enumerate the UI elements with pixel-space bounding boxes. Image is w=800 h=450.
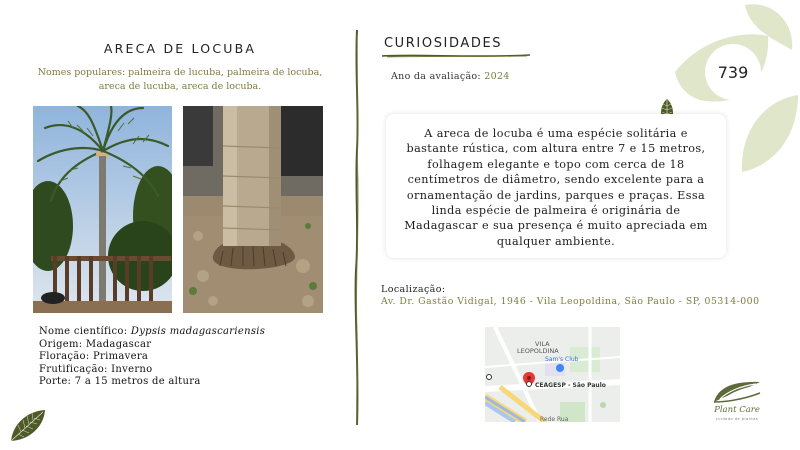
size-line: Porte: 7 a 15 metros de altura xyxy=(39,376,201,388)
location-label: Localização: xyxy=(381,284,446,295)
bottom-left-leaf-icon xyxy=(8,408,48,444)
curiosities-text: A areca de locuba é uma espécie solitária e bastante rústica, com altura entre 7 e 15 metros, folhagem elegante e topo com cerca de 18 centímetros de diâmetro, sendo excelente para a ornamentação de jardins, parques e praças. Essa linda espécie de palmeira é originária de Madagascar e sua presença é muito apreciada em qualquer ambiente. xyxy=(404,127,708,248)
curiosities-box xyxy=(386,114,726,258)
species-title: ARECA DE LOCUBA xyxy=(103,41,257,56)
curiosities-underline xyxy=(382,52,532,60)
logo-name: Plant Care xyxy=(714,405,760,415)
plant-care-logo-icon xyxy=(712,380,762,404)
map-district-line1: VILA xyxy=(535,340,550,348)
flowering-line: Floração: Primavera xyxy=(39,351,149,363)
scientific-name-value: Dypsis madagascariensis xyxy=(130,326,266,337)
palm-trunk-photo xyxy=(183,106,323,313)
map-district-line2: LEOPOLDINA xyxy=(517,347,559,355)
scientific-name-label: Nome científico: xyxy=(39,326,131,337)
map-poi-ceagesp: CEAGESP - São Paulo xyxy=(535,382,606,389)
map-poi-sams-club: Sam's Club xyxy=(545,356,579,363)
map-poi-rede-rua: Rede Rua xyxy=(540,416,569,422)
scientific-name-line xyxy=(39,326,265,339)
logo-subtitle: cuidado de plantas xyxy=(715,417,759,421)
vertical-divider xyxy=(350,30,364,425)
fruiting-line: Frutificação: Inverno xyxy=(39,363,153,375)
year-value: 2024 xyxy=(484,71,510,82)
location-address: Av. Dr. Gastão Vidigal, 1946 - Vila Leopoldina, São Paulo - SP, 05314-000 xyxy=(381,296,760,307)
origin-line: Origem: Madagascar xyxy=(39,338,152,350)
curiosities-title: CURIOSIDADES xyxy=(384,36,503,51)
evaluation-year xyxy=(391,71,510,82)
bottom-leaf-shape xyxy=(742,95,798,172)
popular-names: Nomes populares: palmeira de lucuba, palmeira de locuba, areca de lucuba, areca de locuba. xyxy=(37,67,323,92)
year-label: Ano da avaliação: xyxy=(391,71,485,82)
species-info xyxy=(39,326,265,389)
location-map[interactable] xyxy=(485,327,620,422)
palm-crown-photo xyxy=(33,106,172,313)
evaluation-number: 739 xyxy=(717,63,749,82)
